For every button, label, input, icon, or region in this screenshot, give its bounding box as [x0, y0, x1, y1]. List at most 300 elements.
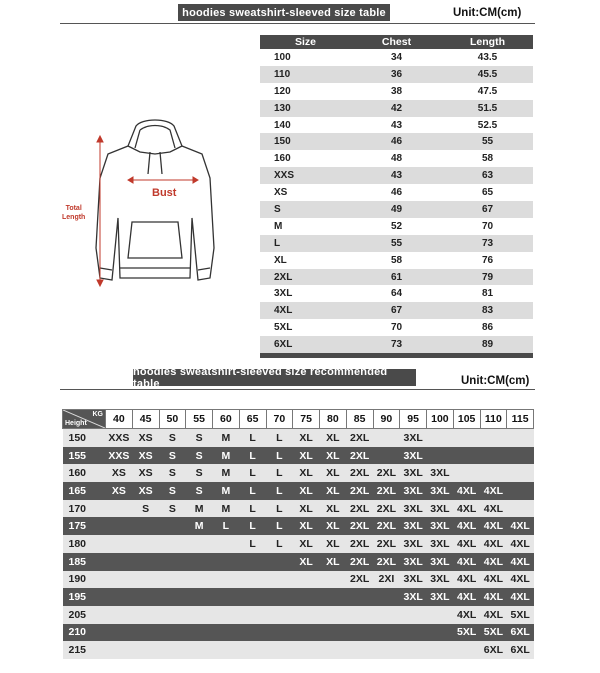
chest-cell: 38	[351, 83, 442, 100]
size-recommend-cell	[293, 571, 320, 589]
size-recommend-cell: S	[159, 429, 186, 447]
size-recommend-cell: L	[239, 500, 266, 518]
size-table-title: hoodies sweatshirt-sleeved size table	[178, 4, 390, 21]
length-cell: 65	[442, 184, 533, 201]
size-cell: 160	[260, 150, 351, 167]
size-recommend-cell	[186, 535, 213, 553]
chest-cell: 43	[351, 167, 442, 184]
size-recommend-cell	[132, 606, 159, 624]
size-recommend-cell: XL	[320, 429, 347, 447]
length-cell: 79	[442, 269, 533, 286]
total-length-label	[62, 204, 85, 222]
size-recommend-cell: 3XL	[400, 482, 427, 500]
size-recommend-cell: XL	[293, 482, 320, 500]
recommend-row	[63, 641, 534, 659]
size-recommend-cell: XXS	[106, 447, 133, 465]
size-recommend-cell: L	[239, 517, 266, 535]
size-recommend-cell: XS	[132, 464, 159, 482]
height-label: Height	[65, 420, 87, 427]
size-table-unit: Unit:CM(cm)	[453, 7, 522, 19]
size-recommend-cell	[159, 588, 186, 606]
size-recommend-cell	[427, 624, 454, 642]
chest-cell: 48	[351, 150, 442, 167]
length-cell: 47.5	[442, 83, 533, 100]
size-recommend-cell: M	[213, 447, 240, 465]
size-recommend-cell: 6XL	[480, 641, 507, 659]
size-recommend-cell	[213, 535, 240, 553]
size-recommend-cell	[266, 571, 293, 589]
weight-header: 85	[346, 410, 373, 429]
size-recommend-cell: S	[186, 429, 213, 447]
size-row	[260, 83, 533, 100]
size-cell: 120	[260, 83, 351, 100]
size-recommend-cell: S	[159, 482, 186, 500]
size-recommend-cell: 3XL	[427, 517, 454, 535]
size-recommend-cell: M	[213, 464, 240, 482]
size-recommend-cell: L	[239, 447, 266, 465]
weight-header: 110	[480, 410, 507, 429]
height-cell: 185	[63, 553, 106, 571]
size-cell: 5XL	[260, 319, 351, 336]
chest-cell: 52	[351, 218, 442, 235]
size-recommend-cell	[132, 624, 159, 642]
size-row	[260, 100, 533, 117]
chest-cell: 73	[351, 336, 442, 353]
size-recommend-cell: M	[213, 500, 240, 518]
size-cell: 130	[260, 100, 351, 117]
recommend-row	[63, 624, 534, 642]
size-recommend-cell	[186, 571, 213, 589]
length-cell: 89	[442, 336, 533, 353]
size-recommend-cell	[239, 571, 266, 589]
size-row	[260, 235, 533, 252]
size-recommend-cell: 3XL	[427, 553, 454, 571]
size-recommend-cell: 3XL	[400, 429, 427, 447]
size-recommend-cell: 4XL	[480, 517, 507, 535]
size-recommend-cell: 2XL	[373, 535, 400, 553]
length-cell: 63	[442, 167, 533, 184]
size-recommend-cell: L	[239, 535, 266, 553]
size-recommend-cell: S	[159, 500, 186, 518]
size-row	[260, 269, 533, 286]
length-cell: 45.5	[442, 66, 533, 83]
size-recommend-cell	[480, 429, 507, 447]
size-recommend-cell: 5XL	[507, 606, 534, 624]
size-recommend-cell: XL	[293, 535, 320, 553]
size-row	[260, 319, 533, 336]
length-cell: 43.5	[442, 49, 533, 66]
weight-header: 40	[106, 410, 133, 429]
size-recommend-cell	[320, 571, 347, 589]
size-recommend-cell	[507, 464, 534, 482]
size-cell: 2XL	[260, 269, 351, 286]
size-recommend-cell	[266, 588, 293, 606]
length-cell: 81	[442, 285, 533, 302]
size-cell: 100	[260, 49, 351, 66]
size-recommend-cell	[400, 641, 427, 659]
size-recommend-cell	[400, 624, 427, 642]
size-recommend-cell	[186, 624, 213, 642]
weight-header: 75	[293, 410, 320, 429]
weight-header: 55	[186, 410, 213, 429]
size-recommend-cell: L	[239, 429, 266, 447]
size-recommend-cell: 3XL	[400, 571, 427, 589]
size-recommend-cell	[106, 588, 133, 606]
size-recommend-cell	[132, 571, 159, 589]
size-recommend-cell	[507, 500, 534, 518]
size-recommend-cell: 3XL	[427, 464, 454, 482]
weight-header: 70	[266, 410, 293, 429]
height-cell: 210	[63, 624, 106, 642]
recommend-row	[63, 447, 534, 465]
size-recommend-cell	[159, 535, 186, 553]
size-recommend-cell	[480, 464, 507, 482]
weight-header: 65	[239, 410, 266, 429]
size-recommend-cell	[159, 624, 186, 642]
chest-cell: 46	[351, 184, 442, 201]
size-recommend-cell: XL	[293, 553, 320, 571]
size-recommend-cell: L	[266, 482, 293, 500]
size-recommend-cell: 4XL	[480, 482, 507, 500]
size-recommend-cell: 4XL	[507, 553, 534, 571]
chest-cell: 64	[351, 285, 442, 302]
size-recommend-cell	[106, 624, 133, 642]
height-cell: 160	[63, 464, 106, 482]
size-cell: 4XL	[260, 302, 351, 319]
size-recommend-cell: 4XL	[480, 571, 507, 589]
size-recommend-cell: 3XL	[427, 482, 454, 500]
size-row	[260, 49, 533, 66]
chest-cell: 36	[351, 66, 442, 83]
size-recommend-cell: L	[266, 500, 293, 518]
size-cell: M	[260, 218, 351, 235]
size-recommend-cell	[373, 624, 400, 642]
size-recommend-cell: XL	[320, 553, 347, 571]
size-cell: 6XL	[260, 336, 351, 353]
size-recommend-cell: 3XL	[400, 553, 427, 571]
size-recommend-cell	[320, 588, 347, 606]
size-recommend-cell: 4XL	[453, 588, 480, 606]
weight-header: 100	[427, 410, 454, 429]
size-recommend-cell	[106, 553, 133, 571]
length-cell: 58	[442, 150, 533, 167]
size-recommend-cell	[373, 429, 400, 447]
height-cell: 180	[63, 535, 106, 553]
size-cell: XS	[260, 184, 351, 201]
size-recommend-cell	[400, 606, 427, 624]
weight-header: 105	[453, 410, 480, 429]
height-cell: 165	[63, 482, 106, 500]
weight-header: 90	[373, 410, 400, 429]
size-recommend-cell	[507, 447, 534, 465]
chest-cell: 49	[351, 201, 442, 218]
size-header: Size	[260, 35, 351, 49]
length-cell: 73	[442, 235, 533, 252]
size-row	[260, 66, 533, 83]
size-recommend-cell: XL	[320, 535, 347, 553]
size-row	[260, 201, 533, 218]
size-recommend-cell	[132, 553, 159, 571]
size-recommend-cell: L	[266, 429, 293, 447]
size-recommend-cell	[186, 641, 213, 659]
size-recommend-cell: 4XL	[453, 482, 480, 500]
size-recommend-cell: 2XL	[346, 535, 373, 553]
size-recommend-cell: 4XL	[507, 535, 534, 553]
size-recommend-cell: 3XL	[427, 588, 454, 606]
size-recommend-cell	[266, 606, 293, 624]
size-cell: S	[260, 201, 351, 218]
size-recommend-cell	[159, 517, 186, 535]
weight-header: 115	[507, 410, 534, 429]
chest-cell: 67	[351, 302, 442, 319]
size-recommend-cell: XS	[106, 464, 133, 482]
size-row	[260, 218, 533, 235]
size-row	[260, 133, 533, 150]
size-recommend-cell: 3XL	[427, 535, 454, 553]
size-cell: XXS	[260, 167, 351, 184]
size-recommend-cell: 3XL	[400, 500, 427, 518]
recommend-row	[63, 571, 534, 589]
size-recommend-cell: 6XL	[507, 641, 534, 659]
weight-height-corner	[63, 410, 106, 429]
recommend-row	[63, 464, 534, 482]
size-recommend-cell: L	[266, 517, 293, 535]
top-divider	[60, 23, 535, 24]
size-row	[260, 252, 533, 269]
recommend-table	[62, 409, 534, 659]
chest-cell: 43	[351, 117, 442, 134]
size-recommend-cell: S	[132, 500, 159, 518]
size-recommend-cell: XS	[132, 482, 159, 500]
size-recommend-cell	[320, 641, 347, 659]
size-recommend-cell: 2XI	[373, 571, 400, 589]
size-recommend-cell: 4XL	[507, 517, 534, 535]
chest-header: Chest	[351, 35, 442, 49]
size-recommend-cell	[213, 624, 240, 642]
size-recommend-cell: 2XL	[346, 429, 373, 447]
size-recommend-cell	[132, 588, 159, 606]
size-recommend-cell: S	[186, 464, 213, 482]
size-recommend-cell: XL	[293, 429, 320, 447]
size-recommend-cell	[159, 553, 186, 571]
size-recommend-cell	[427, 606, 454, 624]
size-recommend-cell	[293, 588, 320, 606]
size-recommend-cell: XL	[320, 517, 347, 535]
size-recommend-cell: 4XL	[480, 588, 507, 606]
size-recommend-cell: XL	[293, 500, 320, 518]
size-recommend-cell: XS	[132, 447, 159, 465]
size-recommend-cell: 2XL	[346, 464, 373, 482]
size-recommend-cell	[239, 588, 266, 606]
size-recommend-cell: M	[213, 482, 240, 500]
size-recommend-cell	[159, 641, 186, 659]
length-cell: 51.5	[442, 100, 533, 117]
size-recommend-cell	[320, 624, 347, 642]
size-recommend-cell: 3XL	[427, 571, 454, 589]
size-recommend-cell: 3XL	[400, 535, 427, 553]
length-cell: 70	[442, 218, 533, 235]
size-recommend-cell: M	[213, 429, 240, 447]
size-recommend-cell: XL	[293, 517, 320, 535]
size-recommend-cell	[453, 464, 480, 482]
weight-header: 45	[132, 410, 159, 429]
size-row	[260, 285, 533, 302]
size-cell: L	[260, 235, 351, 252]
height-cell: 155	[63, 447, 106, 465]
size-recommend-cell: XL	[320, 464, 347, 482]
size-recommend-cell	[186, 553, 213, 571]
size-recommend-cell: 4XL	[453, 571, 480, 589]
recommend-table-title: hoodies sweatshirt-sleeved size recommended table	[133, 369, 416, 386]
size-recommend-cell	[346, 641, 373, 659]
size-row	[260, 167, 533, 184]
size-recommend-cell	[293, 641, 320, 659]
chest-cell: 58	[351, 252, 442, 269]
size-recommend-cell	[373, 641, 400, 659]
size-recommend-cell	[213, 606, 240, 624]
size-recommend-cell	[320, 606, 347, 624]
weight-header: 80	[320, 410, 347, 429]
size-recommend-cell	[239, 624, 266, 642]
size-table-footer	[260, 353, 533, 358]
size-recommend-cell	[213, 571, 240, 589]
size-recommend-cell: 2XL	[373, 464, 400, 482]
height-cell: 205	[63, 606, 106, 624]
size-recommend-cell: 3XL	[400, 517, 427, 535]
size-recommend-cell	[346, 606, 373, 624]
size-recommend-cell	[266, 624, 293, 642]
size-cell: 110	[260, 66, 351, 83]
size-recommend-cell: 4XL	[453, 517, 480, 535]
height-cell: 175	[63, 517, 106, 535]
size-recommend-cell: 4XL	[480, 535, 507, 553]
size-recommend-cell: L	[266, 535, 293, 553]
size-recommend-cell: 2XL	[346, 571, 373, 589]
size-recommend-cell	[106, 641, 133, 659]
size-recommend-cell	[507, 482, 534, 500]
size-recommend-cell	[373, 588, 400, 606]
size-recommend-cell: 2XL	[346, 447, 373, 465]
size-recommend-cell	[373, 447, 400, 465]
weight-header: 60	[213, 410, 240, 429]
height-cell: 170	[63, 500, 106, 518]
size-recommend-cell: 2XL	[346, 553, 373, 571]
size-recommend-cell: 6XL	[507, 624, 534, 642]
length-header: Length	[442, 35, 533, 49]
size-recommend-cell: XL	[293, 464, 320, 482]
size-recommend-cell: XS	[106, 482, 133, 500]
recommend-row	[63, 588, 534, 606]
weight-header: 50	[159, 410, 186, 429]
size-recommend-cell	[427, 447, 454, 465]
size-recommend-cell	[373, 606, 400, 624]
size-recommend-cell: 2XL	[346, 517, 373, 535]
size-recommend-cell: XXS	[106, 429, 133, 447]
recommend-row	[63, 517, 534, 535]
size-recommend-cell	[453, 429, 480, 447]
size-recommend-cell: M	[186, 517, 213, 535]
chest-cell: 55	[351, 235, 442, 252]
length-cell: 55	[442, 133, 533, 150]
size-recommend-cell: XL	[320, 447, 347, 465]
size-recommend-cell: 4XL	[453, 535, 480, 553]
size-recommend-cell	[427, 641, 454, 659]
size-recommend-cell	[293, 606, 320, 624]
size-recommend-cell: 2XL	[373, 517, 400, 535]
size-recommend-cell: XL	[293, 447, 320, 465]
hoodie-diagram	[60, 118, 250, 293]
size-recommend-cell: XL	[320, 500, 347, 518]
size-recommend-cell: 5XL	[453, 624, 480, 642]
size-recommend-cell: L	[266, 447, 293, 465]
size-recommend-cell: XL	[320, 482, 347, 500]
size-recommend-cell	[507, 429, 534, 447]
height-cell: 215	[63, 641, 106, 659]
size-row	[260, 184, 533, 201]
total-label-line2: Length	[62, 214, 86, 221]
size-recommend-cell: L	[213, 517, 240, 535]
chest-cell: 42	[351, 100, 442, 117]
size-recommend-cell	[159, 571, 186, 589]
size-recommend-cell	[453, 641, 480, 659]
size-recommend-cell: L	[239, 482, 266, 500]
size-recommend-cell	[213, 588, 240, 606]
size-recommend-cell: 2XL	[373, 500, 400, 518]
kg-label: KG	[92, 411, 103, 418]
size-recommend-cell	[132, 641, 159, 659]
height-cell: 195	[63, 588, 106, 606]
size-recommend-cell: 5XL	[480, 624, 507, 642]
recommend-row	[63, 535, 534, 553]
size-recommend-cell	[427, 429, 454, 447]
size-recommend-cell: 4XL	[480, 500, 507, 518]
size-recommend-cell	[213, 553, 240, 571]
size-table	[260, 35, 533, 358]
size-recommend-cell	[453, 447, 480, 465]
size-recommend-cell: M	[186, 500, 213, 518]
length-cell: 67	[442, 201, 533, 218]
size-recommend-cell	[106, 606, 133, 624]
size-recommend-cell: 4XL	[507, 571, 534, 589]
size-recommend-cell: S	[186, 447, 213, 465]
size-recommend-cell: 3XL	[400, 464, 427, 482]
size-recommend-cell: S	[159, 447, 186, 465]
size-recommend-cell: 3XL	[427, 500, 454, 518]
size-recommend-cell	[106, 571, 133, 589]
size-recommend-cell: 2XL	[373, 482, 400, 500]
size-cell: 140	[260, 117, 351, 134]
size-row	[260, 150, 533, 167]
size-cell: 3XL	[260, 285, 351, 302]
length-cell: 76	[442, 252, 533, 269]
size-row	[260, 302, 533, 319]
size-recommend-cell: XS	[132, 429, 159, 447]
size-recommend-cell	[132, 517, 159, 535]
size-recommend-cell: 4XL	[453, 553, 480, 571]
size-recommend-cell	[293, 624, 320, 642]
chest-cell: 34	[351, 49, 442, 66]
size-recommend-cell	[239, 606, 266, 624]
size-recommend-cell	[266, 641, 293, 659]
size-recommend-cell	[186, 588, 213, 606]
bust-label: Bust	[152, 187, 177, 199]
size-recommend-cell: 3XL	[400, 447, 427, 465]
recommend-row	[63, 429, 534, 447]
size-row	[260, 336, 533, 353]
size-recommend-cell: 2XL	[373, 553, 400, 571]
size-recommend-cell	[266, 553, 293, 571]
size-recommend-cell	[480, 447, 507, 465]
